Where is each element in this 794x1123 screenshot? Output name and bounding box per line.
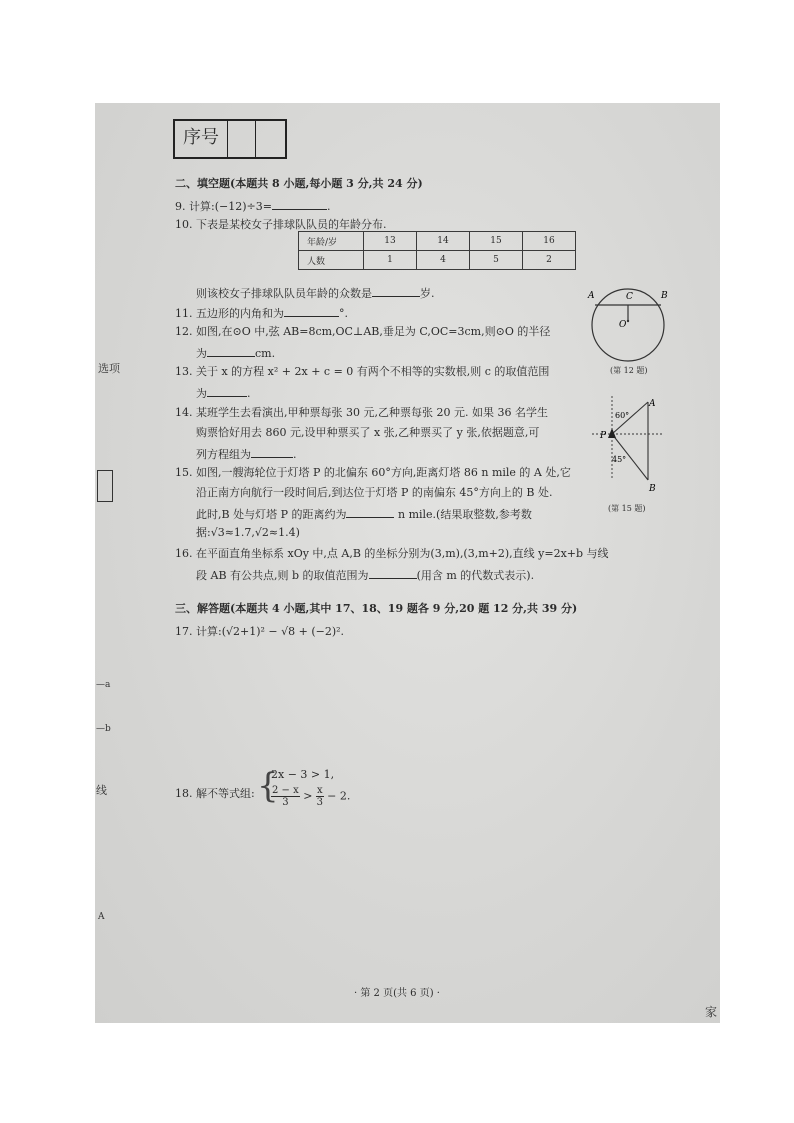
sequence-cell [256, 121, 283, 157]
figure-15-lighthouse-diagram [590, 394, 665, 494]
label-b: B [661, 291, 668, 301]
margin-label-A: A [98, 912, 105, 922]
table-cell: 1 [364, 251, 417, 270]
table-cell: 2 [523, 251, 576, 270]
question-16-answer: 段 AB 有公共点,则 b 的取值范围为 (用含 m 的代数式表示). [196, 569, 535, 582]
question-15-line3: 此时,B 处与灯塔 P 的距离约为 n mile.(结果取整数,参考数 [196, 508, 532, 521]
table-header: 15 [470, 232, 523, 251]
question-17: 17. 计算:(√2+1)² − √8 + (−2)². [175, 625, 345, 638]
table-row [299, 232, 576, 251]
angle-60-label: 60° [615, 411, 630, 420]
question-11: 11. 五边形的内角和为 °. [175, 307, 348, 320]
label-a: A [649, 399, 656, 409]
age-distribution-table [298, 231, 576, 270]
lighthouse-icon [608, 428, 616, 438]
question-13: 13. 关于 x 的方程 x² + 2x + c = 0 有两个不相等的实数根,则 c 的取值范围 [175, 365, 550, 378]
question-10: 10. 下表是某校女子排球队队员的年龄分布. [175, 218, 387, 231]
brace-icon: { [257, 766, 279, 806]
center-point [627, 320, 629, 322]
inequality-2: $\frac{2 - x}{3}$ > $\frac{x}{3}$ − 2. [272, 785, 351, 808]
section3-title: 三、解答题(本题共 4 小题,其中 17、18、19 题各 9 分,20 题 12 分,共 39 分) [175, 602, 578, 615]
table-row [299, 251, 576, 270]
question-18-label: 18. 解不等式组: [175, 787, 255, 800]
label-a: A [588, 291, 595, 301]
section2-title: 二、填空题(本题共 8 小题,每小题 3 分,共 24 分) [175, 177, 423, 190]
question-14: 14. 某班学生去看演出,甲种票每张 30 元,乙种票每张 20 元. 如果 36 名学生 [175, 406, 548, 419]
inequality-1: 2x − 3 > 1, [271, 768, 335, 781]
figure-15-caption: (第 15 题) [608, 504, 646, 513]
margin-text-options: 选项 [98, 362, 120, 375]
margin-text-line: 线 [96, 784, 107, 797]
question-16: 16. 在平面直角坐标系 xOy 中,点 A,B 的坐标分别为(3,m),(3,m+2),直线 y=2x+b 与线 [175, 547, 609, 560]
question-14-line2: 购票恰好用去 860 元,设甲种票买了 x 张,乙种票买了 y 张,依据题意,可 [196, 426, 540, 439]
table-header: 16 [523, 232, 576, 251]
question-15-line2: 沿正南方向航行一段时间后,到达位于灯塔 P 的南偏东 45°方向上的 B 处. [196, 486, 553, 499]
angle-45-label: 45° [612, 455, 627, 464]
question-10-answer: 则该校女子排球队队员年龄的众数是 岁. [196, 287, 435, 300]
question-14-answer: 列方程组为 . [196, 448, 297, 461]
fraction-left: $\frac{2 - x}{3}$ [272, 785, 299, 808]
page-number: · 第 2 页(共 6 页) · [354, 988, 440, 999]
question-12: 12. 如图,在⊙O 中,弦 AB=8cm,OC⊥AB,垂足为 C,OC=3cm,则⊙O 的半径 [175, 325, 551, 338]
sequence-label: 序号 [175, 121, 228, 157]
table-header: 年龄/岁 [299, 232, 364, 251]
question-18 [175, 765, 375, 820]
figure-12-circle-diagram [585, 285, 675, 375]
figure-12-caption: (第 12 题) [610, 366, 648, 375]
margin-box [97, 470, 113, 502]
question-13-answer: 为 . [196, 387, 251, 400]
label-c: C [626, 292, 633, 302]
fraction-right: $\frac{x}{3}$ [316, 785, 323, 808]
label-b: B [649, 484, 656, 494]
label-p: P [600, 431, 607, 441]
margin-label-a: —a [96, 680, 111, 690]
question-9: 9. 计算:(−12)÷3= . [175, 200, 331, 213]
question-12-answer: 为 cm. [196, 347, 276, 360]
corner-watermark: 家 [705, 1005, 718, 1019]
table-header: 13 [364, 232, 417, 251]
sequence-number-box [173, 119, 287, 159]
label-o: O [619, 320, 627, 330]
question-15: 15. 如图,一艘海轮位于灯塔 P 的北偏东 60°方向,距离灯塔 86 n mile 的 A 处,它 [175, 466, 571, 479]
table-cell: 5 [470, 251, 523, 270]
question-15-line4: 据:√3≈1.7,√2≈1.4) [196, 526, 300, 539]
margin-label-b: —b [96, 724, 111, 734]
table-header: 14 [417, 232, 470, 251]
table-cell: 4 [417, 251, 470, 270]
sequence-cell [228, 121, 256, 157]
table-cell: 人数 [299, 251, 364, 270]
